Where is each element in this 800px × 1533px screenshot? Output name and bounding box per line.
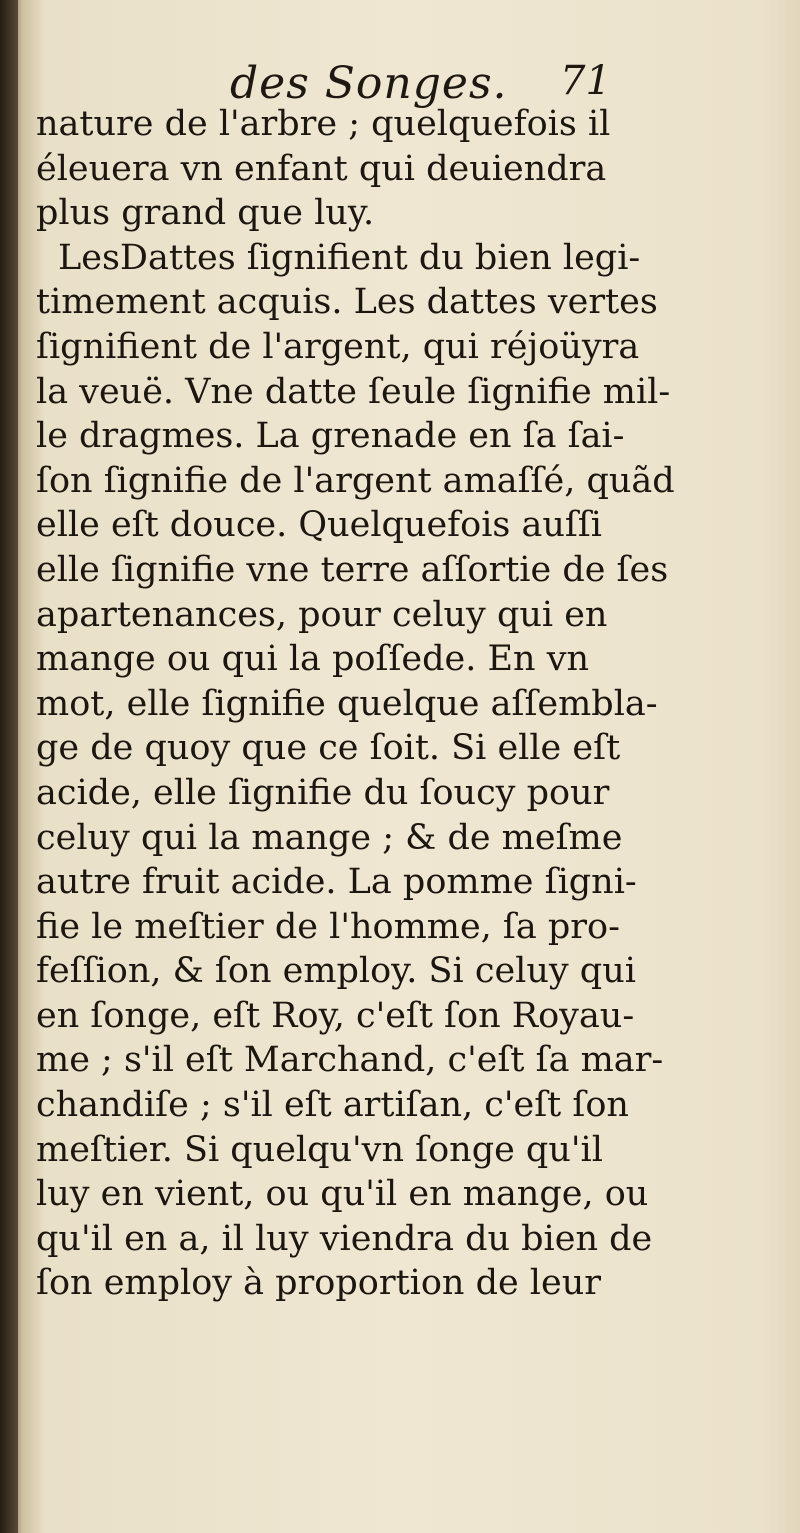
running-title: des Songes. [230, 58, 508, 109]
text-line: le dragmes. La grenade en ſa ſai- [36, 416, 625, 457]
text-line: meſtier. Si quelqu'vn ſonge qu'il [36, 1129, 603, 1170]
text-line: en ſonge, eſt Roy, c'eſt ſon Royau- [36, 995, 635, 1036]
text-line: fie le meſtier de l'homme, ſa pro- [36, 906, 620, 947]
text-line: apartenances, pour celuy qui en [36, 594, 608, 635]
text-line: éleuera vn enfant qui deuiendra [36, 148, 607, 189]
text-line: elle eſt douce. Quelquefois auſſi [36, 505, 602, 546]
text-line: LesDattes ſignifient du bien legi- [58, 237, 641, 278]
text-line: ge de quoy que ce ſoit. Si elle eſt [36, 728, 621, 769]
text-line: acide, elle ſignifie du ſoucy pour [36, 772, 610, 813]
text-line: luy en vient, ou qu'il en mange, ou [36, 1174, 649, 1215]
text-line: ſon ſignifie de l'argent amaſſé, quãd [36, 460, 675, 501]
body-text [36, 102, 776, 1306]
text-line: autre fruit acide. La pomme ſigni- [36, 862, 637, 903]
text-line: ſon employ à proportion de leur [36, 1263, 601, 1304]
text-line: chandiſe ; s'il eſt artiſan, c'eſt ſon [36, 1085, 629, 1126]
text-line: qu'il en a, il luy viendra du bien de [36, 1218, 653, 1259]
text-line: feſſion, & ſon employ. Si celuy qui [36, 951, 636, 992]
text-line: elle ſignifie vne terre aſſortie de ſes [36, 549, 669, 590]
text-line: nature de l'arbre ; quelquefois il [36, 104, 611, 144]
text-line: me ; s'il eſt Marchand, c'eſt ſa mar- [36, 1040, 664, 1081]
text-line: ſignifient de l'argent, qui réjoüyra [36, 326, 640, 367]
book-spine-shadow [0, 0, 18, 1533]
text-line: mot, elle ſignifie quelque aſſembla- [36, 683, 658, 724]
text-line: mange ou qui la poſſede. En vn [36, 639, 590, 680]
text-line: celuy qui la mange ; & de meſme [36, 817, 623, 858]
text-line: plus grand que luy. [36, 193, 375, 234]
page-number: 71 [560, 58, 611, 104]
text-line: la veuë. Vne datte ſeule ſignifie mil- [36, 371, 671, 412]
text-line: timement acquis. Les dattes vertes [36, 282, 658, 323]
